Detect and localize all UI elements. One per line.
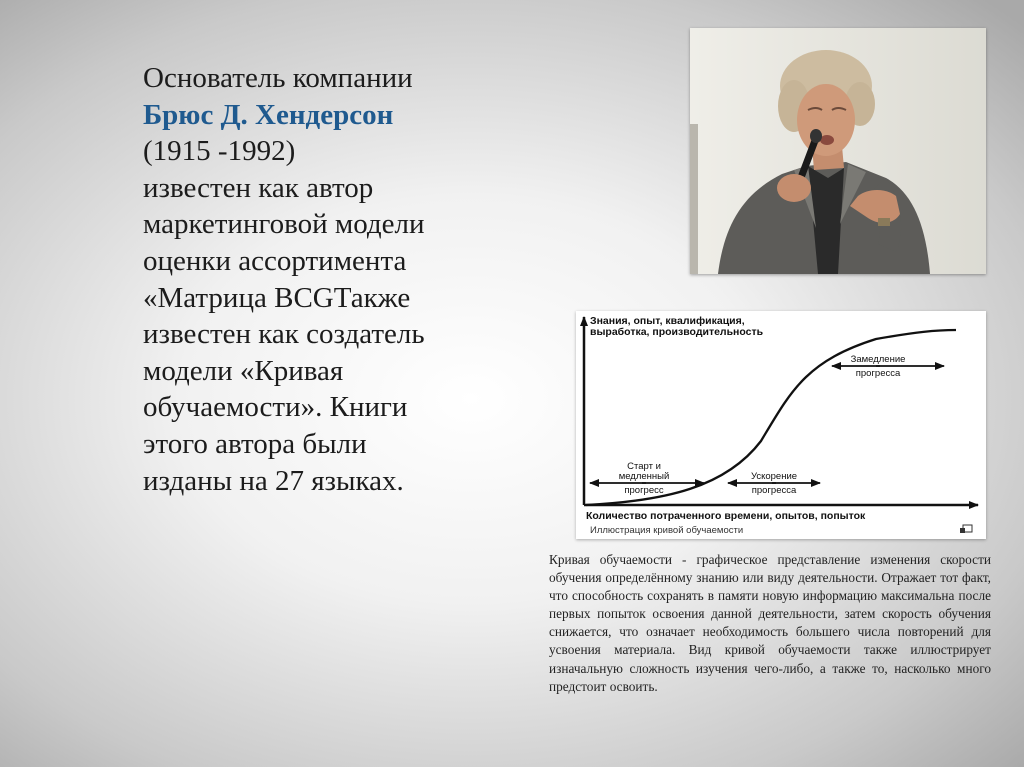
region-acceleration-label-line-1: Ускорение	[750, 471, 798, 482]
region-start-label-line-1: Старт и	[627, 461, 661, 472]
text-line: обучаемости». Книги	[143, 391, 408, 424]
founder-description	[143, 60, 533, 499]
founder-photo	[690, 28, 986, 274]
text-line: этого автора были	[143, 427, 367, 460]
face-shape	[797, 84, 855, 156]
x-axis-label: Количество потраченного времени, опытов, попыток	[586, 510, 866, 522]
chart-svg	[576, 311, 986, 539]
y-axis-label-line-2: выработка, производительность	[590, 326, 764, 338]
text-line: изданы на 27 языках.	[143, 464, 404, 497]
text-line: Основатель компании	[143, 62, 413, 94]
region-slowdown-label-line-1: Замедление	[850, 354, 906, 365]
region-start-label-line-3: прогресс	[624, 485, 664, 496]
left-hand-shape	[777, 174, 811, 202]
text-line: (1915 -1992)	[143, 135, 296, 168]
text-line: «Матрица BCGТакже	[143, 281, 411, 314]
learning-curve-caption: Кривая обучаемости - графическое представление изменения скорости обучения определённому знанию или виду деятельности. Отражает тот факт, что способность сохранять в памяти новую информацию максимальна после первых попыток освоения данной деятельности, затем скорость обучения снижается, что означает необходимость большего числа повторений для усвоения материала. Вид кривой обучаемости также иллюстрирует изначальную сложность изучения чего-либо, а также то, насколько много предстоит освоить.	[549, 552, 991, 694]
learning-curve-chart	[576, 311, 986, 539]
region-slowdown-label-line-2: прогресса	[855, 368, 901, 379]
enlarge-icon[interactable]	[960, 525, 972, 533]
chart-footer: Иллюстрация кривой обучаемости	[590, 525, 744, 536]
region-acceleration-label-line-2: прогресса	[751, 485, 797, 496]
y-axis-label-line-1: Знания, опыт, квалификация,	[590, 315, 745, 327]
text-line: оценки ассортимента	[143, 244, 407, 277]
text-line: известен как автор	[143, 171, 374, 204]
region-start-label-line-2: медленный	[618, 471, 670, 482]
text-line: известен как создатель	[143, 318, 425, 351]
text-line: модели «Кривая	[143, 354, 344, 387]
founder-name: Брюс Д. Хендерсон	[143, 98, 394, 131]
text-line: маркетинговой модели	[143, 208, 425, 241]
